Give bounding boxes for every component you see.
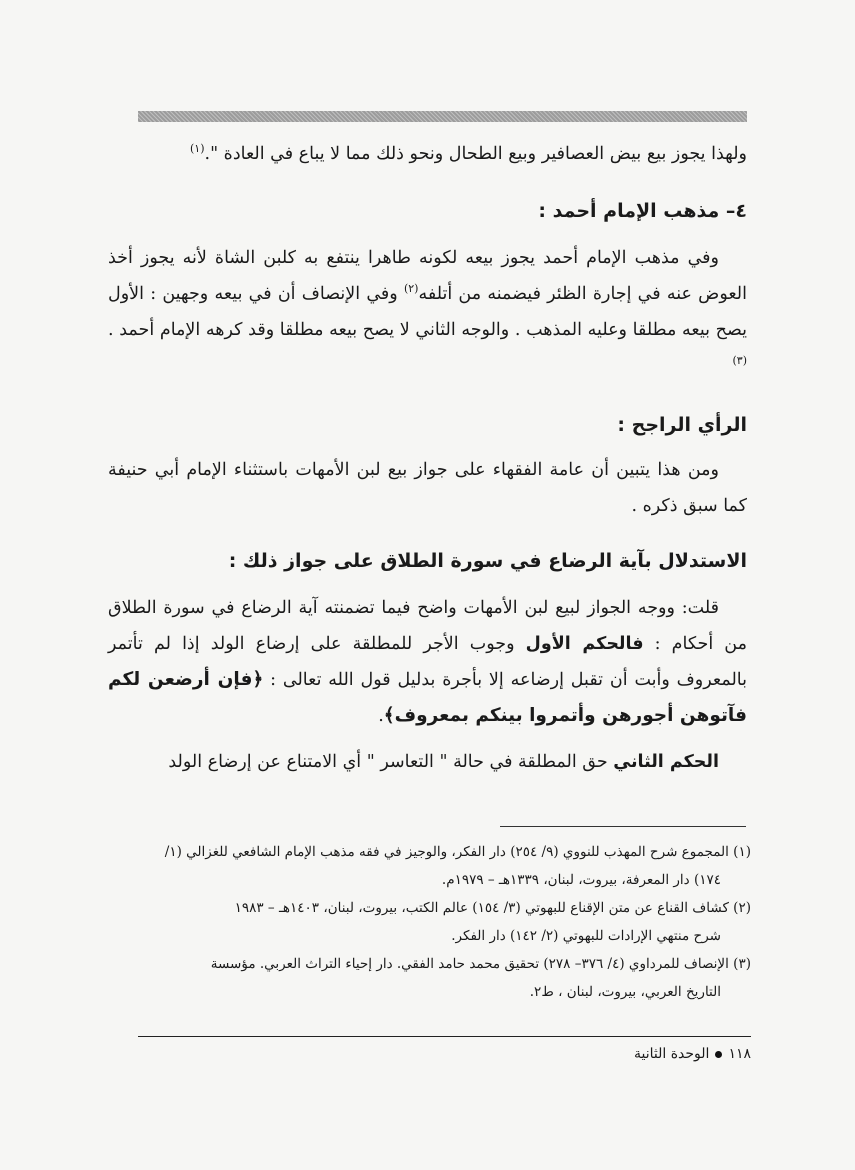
footnote-3-continued: التاريخ العربي، بيروت، لبنان ، ط٢. — [529, 984, 721, 1000]
page-footer — [634, 1046, 751, 1062]
page-number: ١١٨ — [728, 1046, 751, 1062]
footnotes — [120, 838, 751, 1006]
paragraph-shafii-end — [108, 136, 747, 172]
paragraph-text: وفي الإنصاف أن في بيعه وجهين : الأول يصح بيعه مطلقا وعليه المذهب . والوجه الثاني لا يصح بيعه مطلقا وقد كرهه الإمام أحمد . — [108, 284, 747, 340]
paragraph-rajih: ومن هذا يتبين أن عامة الفقهاء على جواز بيع لبن الأمهات باستثناء الإمام أبي حنيفة كما سبق ذكره . — [108, 460, 747, 516]
footnote-ref-2[interactable]: (٢) — [403, 282, 419, 296]
unit-title: الوحدة الثانية — [633, 1046, 710, 1062]
section-heading-istidlal: الاستدلال بآية الرضاع في سورة الطلاق على جواز ذلك : — [228, 550, 747, 572]
footnote-ref-3[interactable]: (٣) — [732, 354, 747, 368]
paragraph-istidlal — [108, 590, 747, 734]
paragraph-text: . — [378, 706, 384, 726]
paragraph-text: حق المطلقة في حالة " التعاسر " أي الامتناع عن إرضاع الولد — [168, 752, 614, 772]
second-ruling-label: الحكم الثاني — [613, 752, 719, 772]
section-heading-ahmad: ٤– مذهب الإمام أحمد : — [538, 200, 747, 222]
header-band — [138, 111, 747, 122]
footnote-2-continued: شرح منتهي الإرادات للبهوتي (٢/ ١٤٢) دار الفكر. — [451, 928, 721, 944]
paragraph-text: ولهذا يجوز بيع بيض العصافير وبيع الطحال ونحو ذلك مما لا يباع في العادة ". — [204, 144, 747, 164]
paragraph-text: قلت: ووجه الجواز لبيع لبن الأمهات واضح فيما تضمنته آية الرضاع في سورة الطلاق من أحكام : — [108, 598, 747, 654]
paragraph-second-ruling — [108, 744, 747, 780]
footnote-2: (٢) كشاف القناع عن متن الإقناع للبهوتي (٣/ ١٥٤) عالم الكتب، بيروت، لبنان، ١٤٠٣هـ – ١٩٨٣ — [234, 900, 751, 916]
paragraph-text: وفي مذهب الإمام أحمد يجوز بيعه لكونه طاهرا ينتفع به كلبن الشاة لأنه يجوز أخذ العوض عنه في إجارة الظئر فيضمنه من أتلفه — [108, 248, 747, 304]
footnote-3: (٣) الإنصاف للمرداوي (٤/ ٣٧٦– ٢٧٨) تحقيق محمد حامد الفقي. دار إحياء التراث العربي. مؤسسة — [210, 956, 751, 972]
paragraph-text: وجوب الأجر للمطلقة على إرضاع الولد إذا لم تأتمر بالمعروف وأبت أن تقبل إرضاعه إلا بأجرة بدليل قول الله تعالى : — [108, 634, 747, 690]
paragraph-ahmad — [108, 240, 747, 384]
footnote-1: (١) المجموع شرح المهذب للنووي (٩/ ٢٥٤) دار الفكر، والوجيز في فقه مذهب الإمام الشافعي للغزالي (١/ — [164, 844, 751, 860]
footnote-1-continued: ١٧٤) دار المعرفة، بيروت، لبنان، ١٣٣٩هـ – ١٩٧٩م. — [441, 872, 721, 888]
footer-rule — [138, 1036, 751, 1037]
footnote-separator — [500, 826, 746, 827]
footnote-ref-1[interactable]: (١) — [189, 142, 205, 156]
quran-verse: ﴿فإن أرضعن لكم فآتوهن أجورهن وأتمروا بينكم بمعروف﴾ — [108, 669, 747, 726]
section-heading-rajih: الرأي الراجح : — [617, 414, 747, 436]
bullet-icon — [715, 1051, 722, 1058]
main-text — [108, 122, 747, 780]
first-ruling-label: فالحكم الأول — [525, 634, 644, 654]
